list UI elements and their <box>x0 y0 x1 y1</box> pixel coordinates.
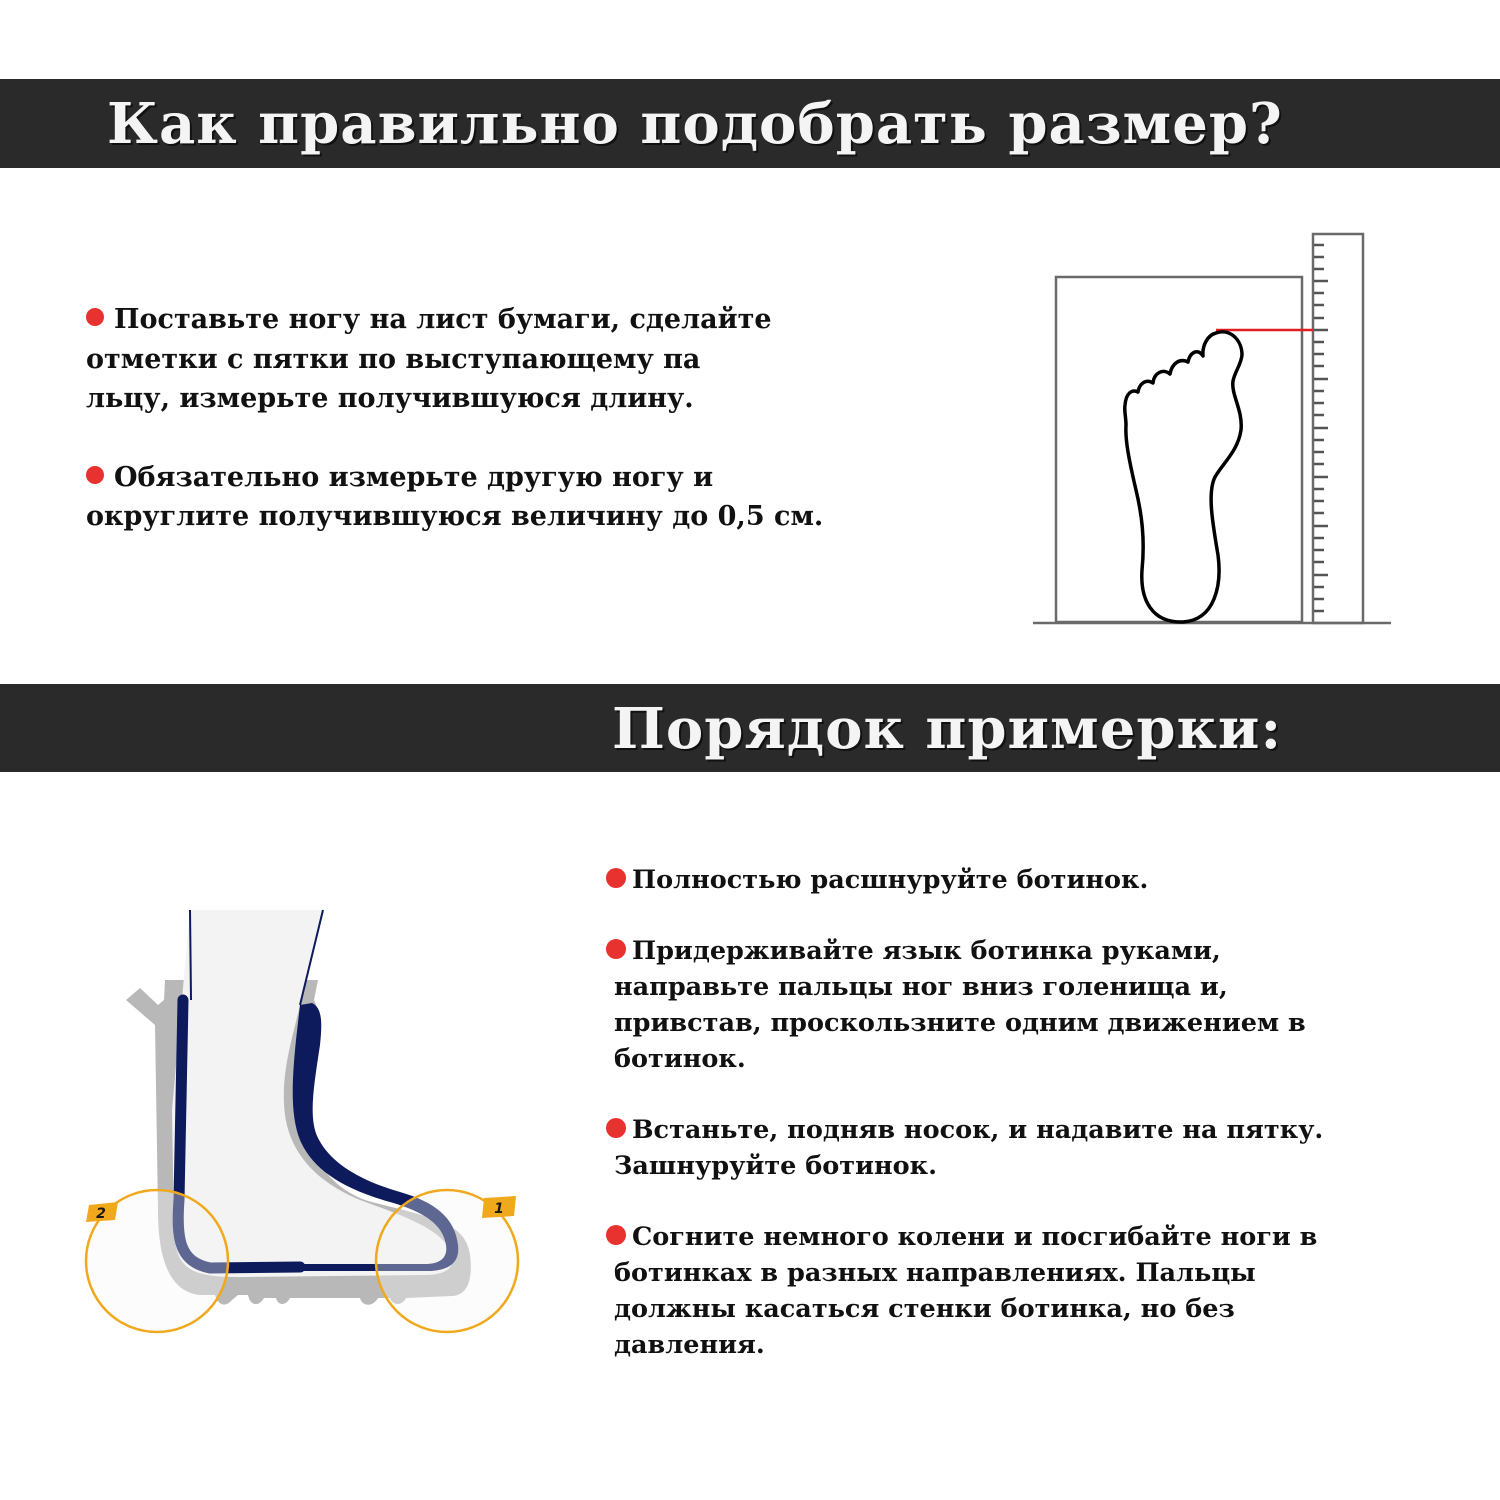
fitting-step <box>606 862 1426 898</box>
bullet-icon <box>606 939 626 959</box>
bullet-icon <box>606 1118 626 1138</box>
instruction-line: Полностью расшнуруйте ботинок. <box>606 862 1426 898</box>
bullet-icon <box>86 466 104 484</box>
svg-text:2: 2 <box>96 1206 106 1222</box>
bullet-icon <box>606 1225 626 1245</box>
boot-cross-section-icon <box>80 900 530 1340</box>
instruction-line: округлите получившуюся величину до 0,5 см. <box>86 501 824 532</box>
instruction-line: Согните немного колени и посгибайте ноги в <box>606 1219 1426 1255</box>
instruction-item <box>86 458 966 537</box>
section-1-title: Как правильно подобрать размер? <box>107 91 1283 157</box>
bullet-icon <box>86 308 104 326</box>
foot-measurement-diagram <box>1030 225 1400 635</box>
instruction-line: ботинках в разных направлениях. Пальцы <box>614 1258 1256 1288</box>
boot-fit-diagram <box>80 900 530 1340</box>
section-2-header-band <box>0 684 1500 772</box>
marker-badge-2 <box>86 1202 118 1222</box>
instruction-line: Зашнуруйте ботинок. <box>614 1151 937 1181</box>
instruction-item <box>86 300 966 419</box>
fitting-step <box>606 1112 1426 1184</box>
instruction-line: ботинок. <box>614 1044 746 1074</box>
bullet-icon <box>606 868 626 888</box>
instruction-line: направьте пальцы ног вниз голенища и, <box>614 972 1228 1002</box>
instruction-line: Обязательно измерьте другую ногу и <box>86 458 966 498</box>
fitting-step <box>606 933 1426 1077</box>
instruction-line: отметки с пятки по выступающему па <box>86 343 701 375</box>
instruction-line: давления. <box>614 1330 765 1360</box>
section-1-instructions <box>86 300 966 576</box>
section-2-title: Порядок примерки: <box>612 696 1283 762</box>
instruction-line: Придерживайте язык ботинка руками, <box>606 933 1426 969</box>
instruction-line: привстав, проскользните одним движением в <box>614 1008 1306 1038</box>
svg-text:1: 1 <box>494 1201 504 1217</box>
foot-measurement-icon <box>1030 225 1400 635</box>
section-2-instructions <box>606 862 1426 1398</box>
section-1-header-band <box>0 79 1500 168</box>
instruction-line: Встаньте, подняв носок, и надавите на пятку. <box>606 1112 1426 1148</box>
instruction-line: должны касаться стенки ботинка, но без <box>614 1294 1235 1324</box>
instruction-line: Поставьте ногу на лист бумаги, сделайте <box>86 300 966 340</box>
foot-outline <box>1125 332 1242 622</box>
fitting-step <box>606 1219 1426 1363</box>
instruction-line: льцу, измерьте получившуюся длину. <box>86 383 694 414</box>
marker-badge-1 <box>482 1196 516 1218</box>
